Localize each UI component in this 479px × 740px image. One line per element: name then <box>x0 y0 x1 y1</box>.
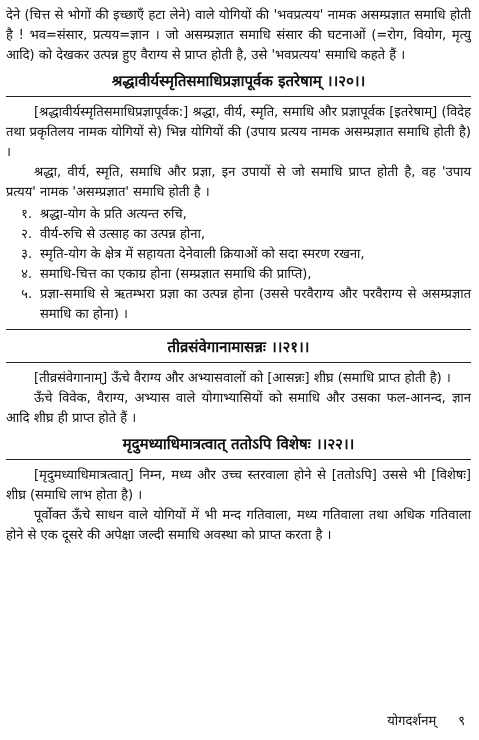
divider <box>6 329 471 330</box>
sutra-21-heading: तीव्रसंवेगानामासन्नः ।।२१।। <box>167 338 310 356</box>
upaya-list <box>6 205 471 325</box>
sutra-20-heading: श्रद्धावीर्यस्मृतिसमाधिप्रज्ञापूर्वक इतरेषाम् ।।२०।। <box>111 72 366 90</box>
book-title: योगदर्शनम् <box>387 714 437 729</box>
list-item: १. श्रद्धा-योग के प्रति अत्यन्त रुचि, <box>21 207 187 222</box>
list-text: -चित्त का एकाग्र होना (सम्प्रज्ञात समाधि की प्राप्ति), <box>71 267 312 282</box>
list-term: समाधि <box>40 267 72 282</box>
paragraph-sutra-21-gloss: [तीव्रसंवेगानाम्] ऊँचे वैराग्य और अभ्यासवालों को [आसन्नः] शीघ्र (समाधि प्राप्त होती है) । <box>34 371 451 386</box>
paragraph-sutra-20-explanation: श्रद्धा, वीर्य, स्मृति, समाधि और प्रज्ञा, इन उपायों से जो समाधि प्राप्त होती है, वह 'उपाय प्रत्यय' नामक 'असम्प्रज्ञात' समाधि होती है । <box>6 165 471 200</box>
page-number: ९ <box>458 714 465 729</box>
list-term: प्रज्ञा <box>40 287 60 302</box>
list-item: ३. स्मृति-योग के क्षेत्र में सहायता देनेवाली क्रियाओं को सदा स्मरण रखना, <box>21 247 365 262</box>
divider <box>6 362 471 363</box>
list-text: -योग के क्षेत्र में सहायता देनेवाली क्रियाओं को सदा स्मरण रखना, <box>63 247 365 262</box>
list-term: स्मृति <box>40 247 64 262</box>
list-term: वीर्य <box>40 227 59 242</box>
paragraph-intro: देने (चित्त से भोगों की इच्छाएँ हटा लेने) वाले योगियों की 'भवप्रत्यय' नामक असम्प्रज्ञात समाधि होती है ! भव=संसार, प्रत्यय=ज्ञान । जो असम्प्रज्ञात समाधि संसार की घटनाओं (=रोग, वियोग, मृत्यु आदि) को देखकर उत्पन्न हुए वैराग्य से प्राप्त होती है, उसे 'भवप्रत्यय' समाधि कहते हैं । <box>6 8 471 63</box>
paragraph-sutra-20-gloss: [श्रद्धावीर्यस्मृतिसमाधिप्रज्ञापूर्वक:] श्रद्धा, वीर्य, स्मृति, समाधि और प्रज्ञापूर्वक [इतरेषाम्] (विदेह तथा प्रकृतिलय नामक योगियों से) भिन्न योगियों की (उपाय प्रत्यय नामक असम्प्रज्ञात समाधि होती है) । <box>6 105 471 160</box>
sutra-22-heading: मृदुमध्याधिमात्रत्वात् ततोऽपि विशेषः ।।२२।। <box>122 435 355 453</box>
list-term: श्रद्धा <box>40 207 63 222</box>
list-item: ५. प्रज्ञा-समाधि से ऋतम्भरा प्रज्ञा का उत्पन्न होना (उससे परवैराग्य और परवैराग्य से असम्प्रज्ञात समाधि का होना) । <box>21 287 471 322</box>
list-item: ४. समाधि-चित्त का एकाग्र होना (सम्प्रज्ञात समाधि की प्राप्ति), <box>21 267 312 282</box>
paragraph-sutra-22-gloss: [मृदुमध्याधिमात्रत्वात्] निम्न, मध्य और उच्च स्तरवाला होने से [ततोऽपि] उससे भी [विशेषः] शीघ्र (समाधि लाभ होता है) । <box>6 468 471 503</box>
list-item: २. वीर्य-रुचि से उत्साह का उत्पन्न होना, <box>21 227 205 242</box>
divider <box>6 459 471 460</box>
list-text: -रुचि से उत्साह का उत्पन्न होना, <box>58 227 205 242</box>
page-footer <box>365 712 465 732</box>
list-text: -योग के प्रति अत्यन्त रुचि, <box>62 207 187 222</box>
divider <box>6 96 471 97</box>
paragraph-sutra-21-explanation: ऊँचे विवेक, वैराग्य, अभ्यास वाले योगाभ्यासियों को समाधि और उसका फल-आनन्द, ज्ञान आदि शीघ्र ही प्राप्त होते हैं । <box>6 391 471 426</box>
paragraph-sutra-22-explanation: पूर्वोक्त ऊँचे साधन वाले योगियों में भी मन्द गतिवाला, मध्य गतिवाला तथा अधिक गतिवाला होने से एक दूसरे की अपेक्षा जल्दी समाधि अवस्था को प्राप्त करता है । <box>6 508 471 543</box>
list-text: -समाधि से ऋतम्भरा प्रज्ञा का उत्पन्न होना (उससे परवैराग्य और परवैराग्य से असम्प्रज्ञात समाधि का होना) । <box>40 287 471 322</box>
